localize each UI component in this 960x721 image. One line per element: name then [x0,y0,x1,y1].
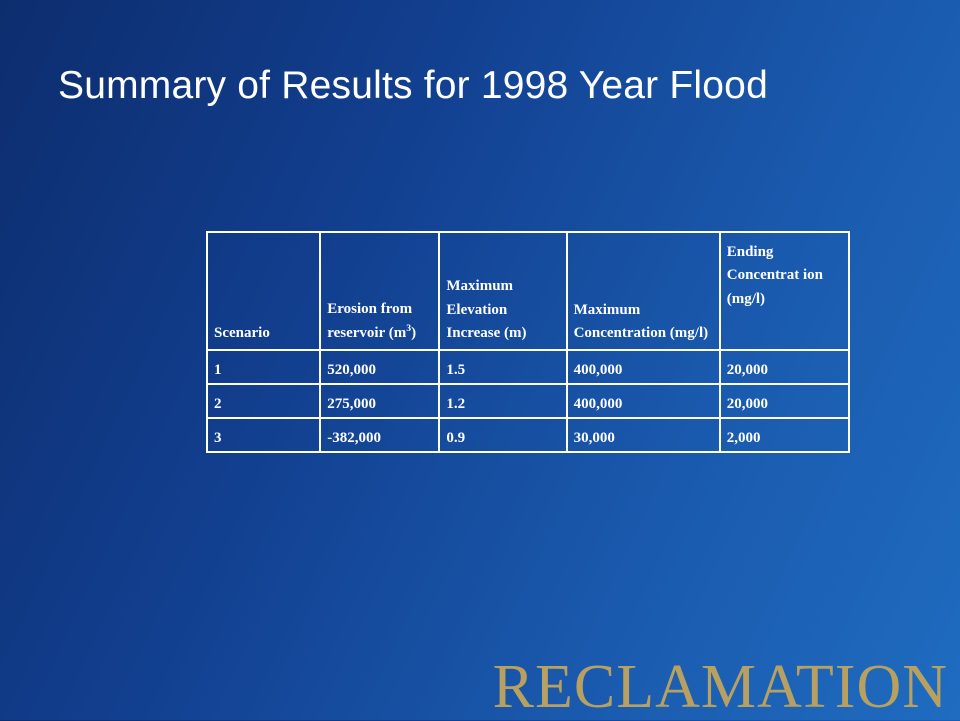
table-row [207,418,849,452]
results-table [206,231,850,453]
header-erosion-text: Erosion from reservoir (m [327,300,413,341]
reclamation-logo: RECLAMATION [492,653,948,721]
table-row [207,350,849,384]
table-cell: 1.5 [439,350,566,384]
header-max-elevation: Maximum Elevation Increase (m) [439,232,566,350]
header-max-concentration: Maximum Concentration (mg/l) [567,232,720,350]
header-ending-concentration: Ending Concentrat ion (mg/l) [720,232,849,350]
header-scenario: Scenario [207,232,320,350]
table-cell: 2,000 [720,418,849,452]
header-erosion [320,232,439,350]
table-cell: 275,000 [320,384,439,418]
header-erosion-tail: ) [411,324,417,341]
table-cell: 1 [207,350,320,384]
table-header-row [207,232,849,350]
table-cell: 0.9 [439,418,566,452]
table-cell: 20,000 [720,350,849,384]
table-cell: 400,000 [567,350,720,384]
table-cell: 1.2 [439,384,566,418]
table-cell: 30,000 [567,418,720,452]
table-cell: 520,000 [320,350,439,384]
slide-title: Summary of Results for 1998 Year Flood [58,64,768,107]
table-cell: 3 [207,418,320,452]
table-cell: 2 [207,384,320,418]
table-cell: 20,000 [720,384,849,418]
header-erosion-sup: 3 [406,322,412,334]
table-cell: -382,000 [320,418,439,452]
table-row [207,384,849,418]
table-cell: 400,000 [567,384,720,418]
